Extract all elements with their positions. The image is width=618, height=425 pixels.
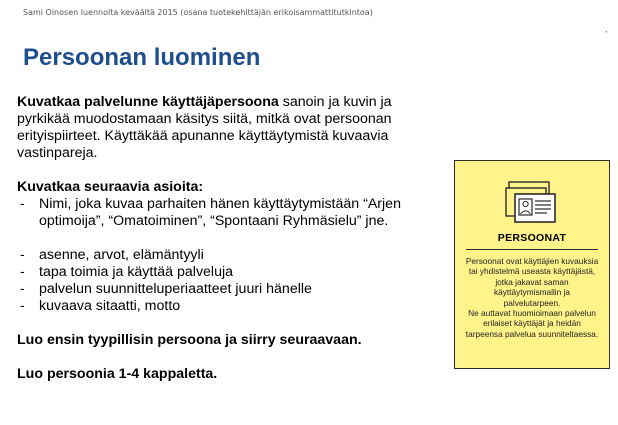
- list-item: - asenne, arvot, elämäntyyli: [17, 247, 432, 264]
- list-item: - kuvaava sitaatti, motto: [17, 298, 432, 315]
- content: [17, 94, 432, 383]
- card-divider: [466, 249, 598, 250]
- list-second: [17, 247, 432, 315]
- card-text-2: Ne auttavat huomioimaan palvelun erilaiset käyttäjät ja heidän tarpeensa palvelua suunniteltaessa.: [465, 308, 599, 339]
- intro-bold: Kuvatkaa palvelunne käyttäjäpersoona: [17, 94, 279, 110]
- page-title: Persoonan luominen: [23, 44, 261, 71]
- card-title: PERSOONAT: [497, 232, 567, 244]
- list-item: - Nimi, joka kuvaa parhaiten hänen käyttäytymistään “Arjen optimoija”, “Omatoiminen”, “Spontaani Ryhmäsielu” jne.: [17, 196, 432, 230]
- persona-cards-icon: [505, 181, 559, 225]
- closing-instruction-1: Luo ensin tyypillisin persoona ja siirry seuraavaan.: [17, 332, 362, 348]
- card-text-1: Persoonat ovat käyttäjien kuvauksia tai yhdistelmä useasta käyttäjästä, jotka jakavat saman käyttäytymismallin ja palvelutarpeen.: [465, 256, 599, 308]
- persona-card: [454, 160, 610, 369]
- closing-instruction-2: Luo persoonia 1-4 kappaletta.: [17, 366, 218, 382]
- card-text: [465, 256, 599, 339]
- intro-paragraph: [17, 94, 432, 162]
- header-note: Sami Oinosen luennolta keväältä 2015 (osana tuotekehittäjän erikoisammattitutkintoa): [23, 8, 373, 17]
- list-first: [17, 196, 432, 230]
- list-item: - tapa toimia ja käyttää palveluja: [17, 264, 432, 281]
- intro-rest: sanoin ja kuvin ja pyrkikää muodostamaan käsitys siitä, mitkä ovat persoonan erityispiirteet. Käyttäkää apunanne käyttäytymistä kuvaavia vastinpareja.: [17, 94, 392, 161]
- section-heading: Kuvatkaa seuraavia asioita:: [17, 179, 204, 195]
- list-item: - palvelun suunnitteluperiaatteet juuri hänelle: [17, 281, 432, 298]
- corner-mark: ˋ: [605, 30, 608, 40]
